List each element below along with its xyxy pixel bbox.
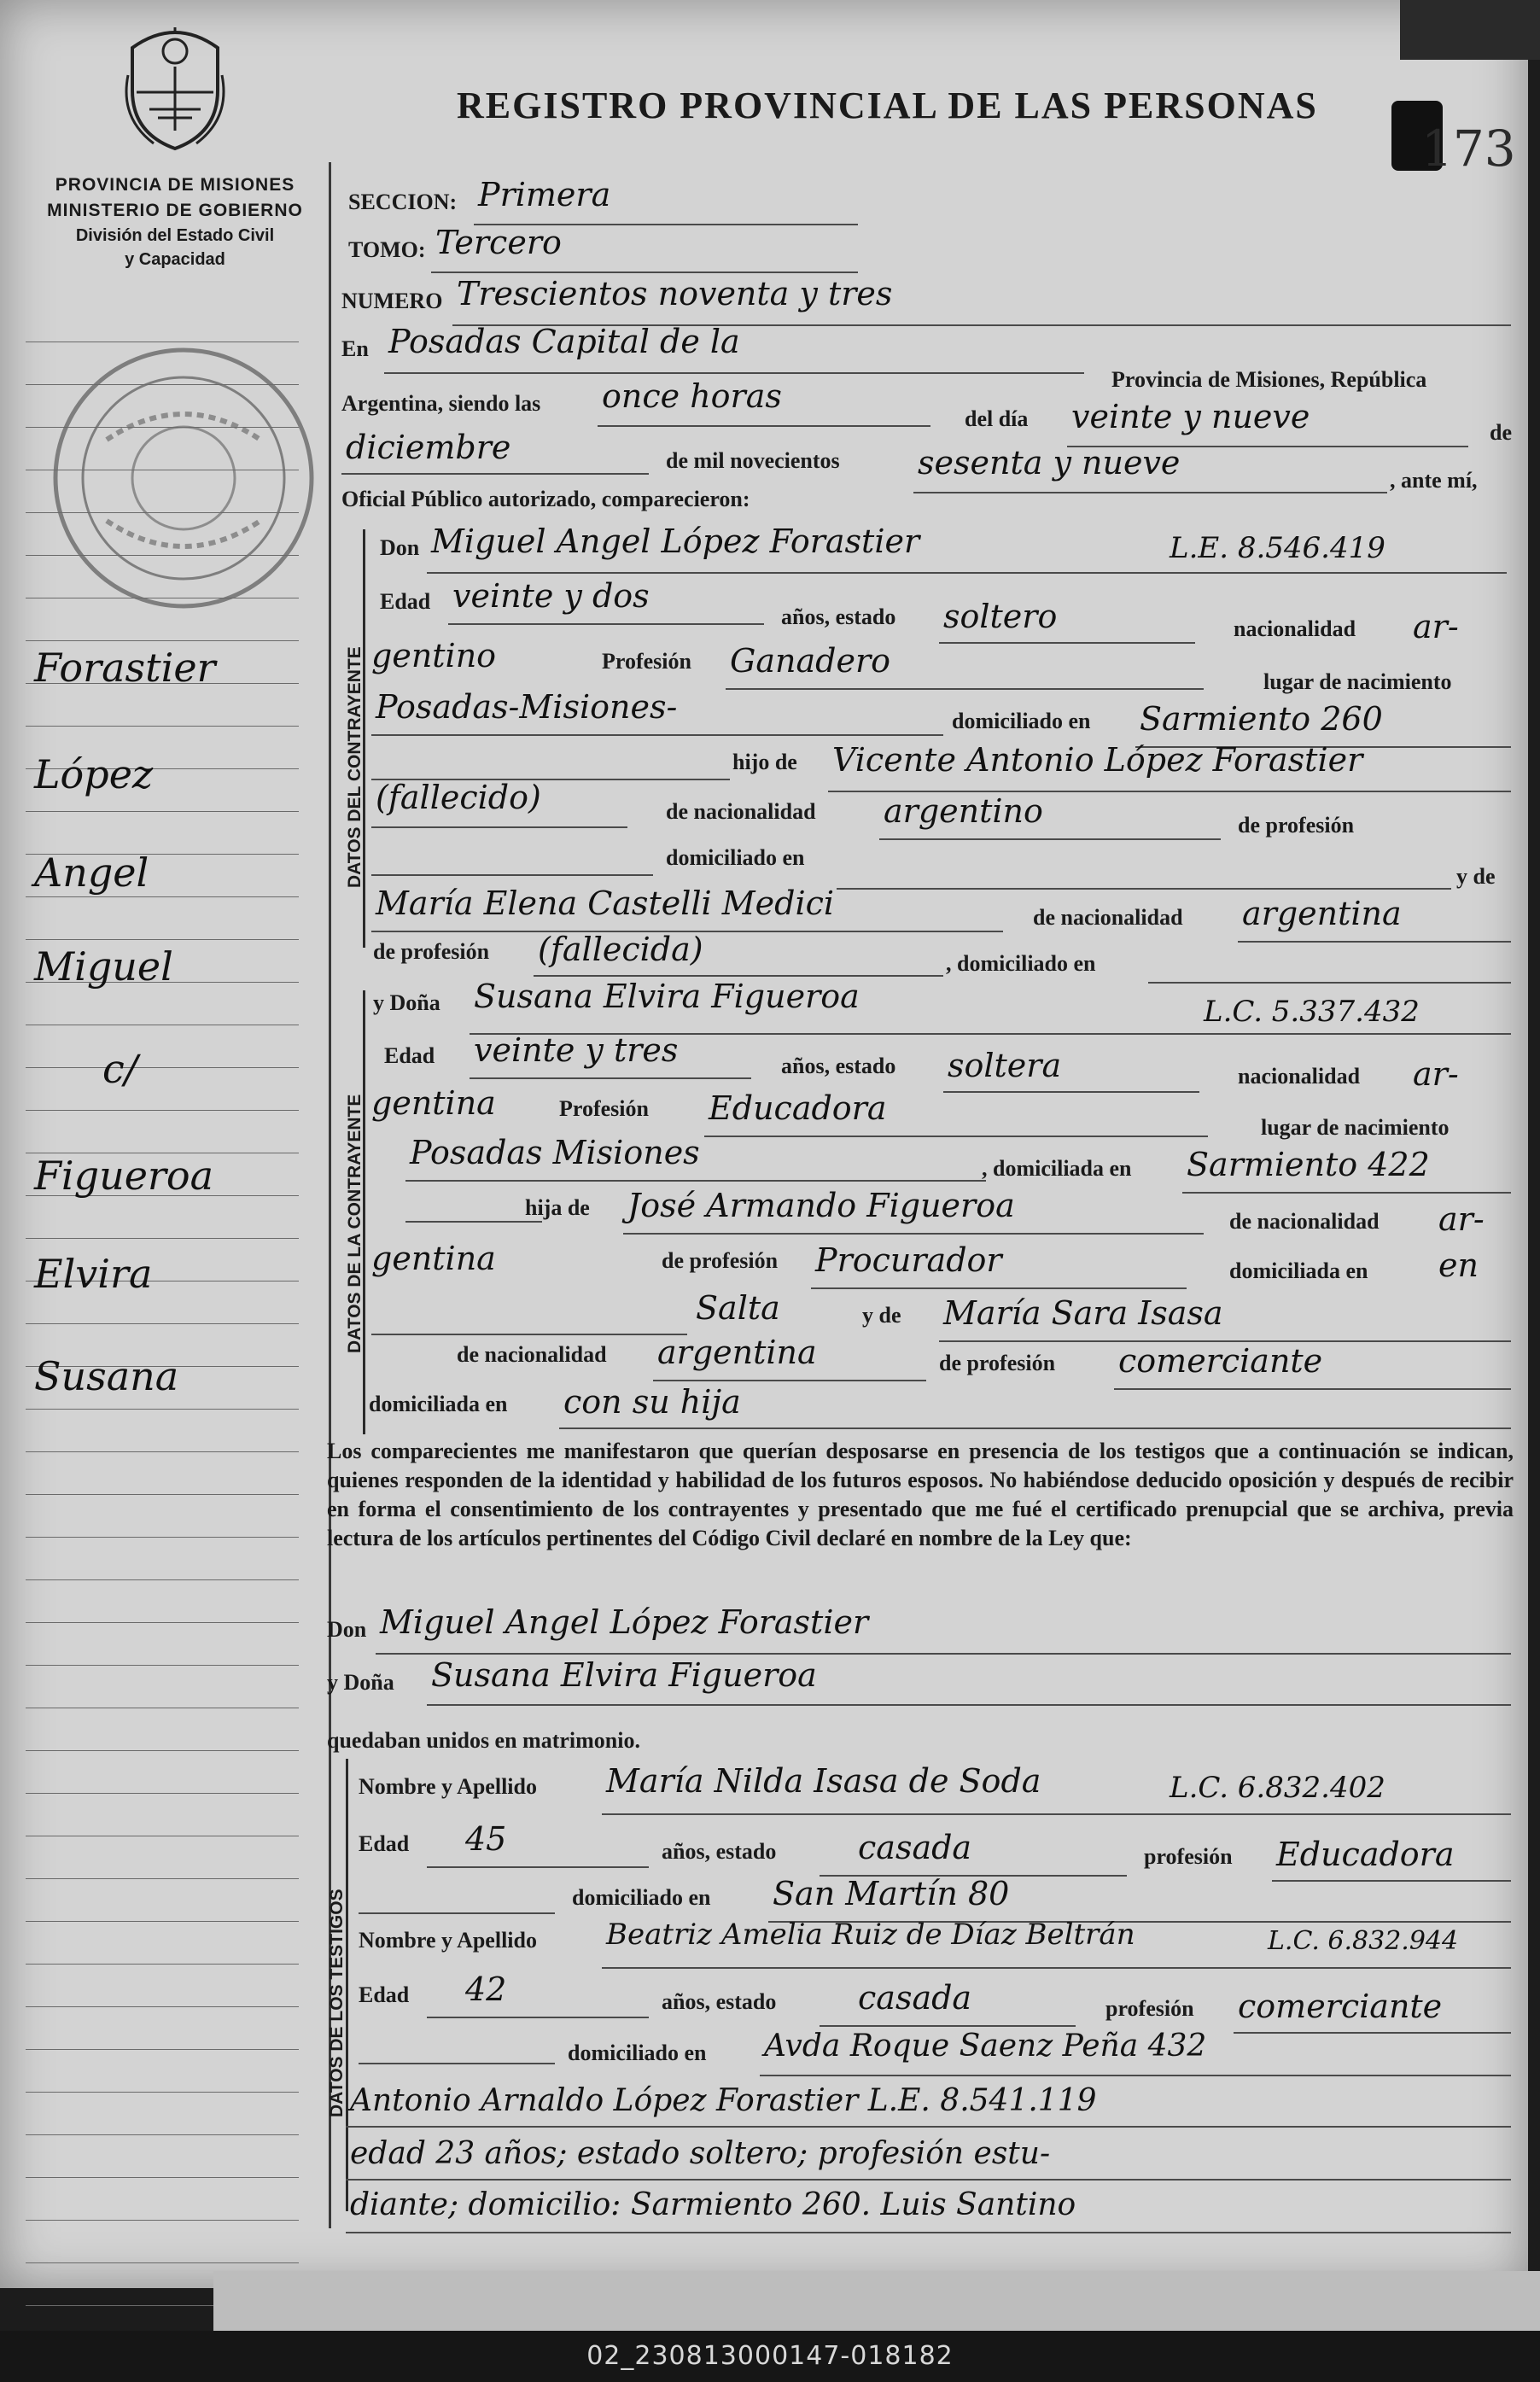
margin-ruled-line xyxy=(26,2177,299,2178)
contrayente-domicilio: Sarmiento 260 xyxy=(1140,700,1383,738)
margin-ruled-line xyxy=(26,2049,299,2050)
margin-ruled-line xyxy=(26,1878,299,1879)
margin-ruled-line xyxy=(26,1409,299,1410)
argentina-label: Argentina, siendo las xyxy=(341,391,541,416)
margin-ruled-line xyxy=(26,1964,299,1965)
margin-ruled-line xyxy=(26,1110,299,1111)
contrayenta-padre-domicilio-1: en xyxy=(1438,1246,1479,1284)
contrayenta-profesion: Educadora xyxy=(709,1089,887,1127)
de-nacionalidad-label: de nacionalidad xyxy=(1033,905,1183,930)
domiciliado-label: domiciliado en xyxy=(952,709,1091,733)
rule xyxy=(1272,1880,1511,1882)
seccion-value: Primera xyxy=(478,176,611,213)
margin-ruled-line xyxy=(26,1921,299,1922)
margin-ruled-line xyxy=(26,2006,299,2007)
rule xyxy=(653,1380,926,1381)
domiciliado-en-label: , domiciliado en xyxy=(946,951,1096,976)
rule xyxy=(346,2126,1511,2128)
margin-ruled-line xyxy=(26,896,299,897)
rule xyxy=(602,1813,1511,1815)
rule xyxy=(405,1221,542,1223)
de-profesion-label: de profesión xyxy=(939,1351,1056,1375)
testigo2-edad: 42 xyxy=(465,1970,507,2008)
testigo1-documento: L.C. 6.832.402 xyxy=(1170,1771,1385,1805)
rule xyxy=(405,1180,986,1182)
contrayenta-padre-domicilio-2: Salta xyxy=(696,1289,780,1327)
rule xyxy=(726,688,1204,690)
margin-ruled-line xyxy=(26,1622,299,1623)
de-nacionalidad-label: de nacionalidad xyxy=(457,1342,607,1367)
contrayenta-nacionalidad-1: ar- xyxy=(1413,1055,1459,1093)
contrayente-lugar: Posadas-Misiones- xyxy=(376,688,678,726)
anios-estado-label: años, estado xyxy=(781,604,896,629)
margin-ruled-line xyxy=(26,1494,299,1495)
rule xyxy=(359,1912,555,1914)
rule xyxy=(559,1427,1511,1429)
lugar-label: lugar de nacimiento xyxy=(1261,1115,1450,1140)
margin-ruled-line xyxy=(26,2262,299,2263)
margin-name-line: Miguel xyxy=(34,943,173,990)
edad-label: Edad xyxy=(359,1982,410,2007)
margin-name-line: Elvira xyxy=(34,1251,153,1297)
margin-ruled-line xyxy=(26,640,299,641)
tomo-value: Tercero xyxy=(435,224,562,261)
rule xyxy=(1182,1192,1511,1194)
rule xyxy=(602,1967,1511,1969)
contrayente-madre: María Elena Castelli Medici xyxy=(376,884,835,922)
contrayente-nacionalidad-1: ar- xyxy=(1413,608,1459,645)
margin-ruled-line xyxy=(26,726,299,727)
contrayente-padre-estado: (fallecido) xyxy=(376,779,541,816)
file-name-label: 02_230813000147-018182 xyxy=(586,2341,954,2371)
domiciliado-label: domiciliado en xyxy=(572,1885,711,1910)
margin-ruled-line xyxy=(26,1451,299,1452)
rule xyxy=(427,1866,649,1868)
rule xyxy=(376,1653,1511,1655)
numero-value: Trescientos noventa y tres xyxy=(457,275,893,312)
seccion-label: SECCION: xyxy=(348,190,458,214)
margin-ruled-line xyxy=(26,1665,299,1666)
lugar-label: lugar de nacimiento xyxy=(1263,669,1452,694)
contrayente-madre-profesion: (fallecida) xyxy=(538,931,703,968)
contrayente-padre: Vicente Antonio López Forastier xyxy=(832,741,1363,779)
rule xyxy=(341,473,649,475)
margin-ruled-line xyxy=(26,1750,299,1751)
rule xyxy=(1114,1388,1511,1390)
nacionalidad-label: nacionalidad xyxy=(1234,616,1356,641)
margin-name-line: c/ xyxy=(102,1046,138,1092)
contrayente-estado: soltero xyxy=(943,598,1058,635)
contrayente-edad: veinte y dos xyxy=(452,577,650,615)
margin-ruled-line xyxy=(26,1238,299,1239)
de-profesion-label: de profesión xyxy=(662,1248,779,1273)
contrayenta-padre-profesion: Procurador xyxy=(815,1241,1002,1279)
contrayenta-documento: L.C. 5.337.432 xyxy=(1204,995,1420,1029)
declaration-paragraph: Los comparecientes me manifestaron que querían desposarse en presencia de los testigos que a continuación se indican, quienes responden de la identidad y habilidad de los futuros esposos. No habiéndose deducido oposición y después de recibir en forma el consentimiento de los contrayentes y presentado que me fué el certificado prenupcial que se archiva, previa lectura de los artículos pertinentes del Código Civil declaré en nombre de la Ley que: xyxy=(327,1439,1514,1550)
oficial-label: Oficial Público autorizado, comparecieron: xyxy=(341,487,750,511)
rule xyxy=(448,623,764,625)
testigo2-estado: casada xyxy=(858,1979,972,2017)
official-seal-stamp-icon xyxy=(43,337,324,619)
domiciliado-en-label: domiciliado en xyxy=(666,845,805,870)
testigos-section-label: DATOS DE LOS TESTIGOS xyxy=(327,1889,347,2117)
office-division: División del Estado Civil xyxy=(75,226,275,245)
rule xyxy=(913,492,1387,493)
profesion-label: profesión xyxy=(1144,1844,1233,1869)
contrayenta-estado: soltera xyxy=(948,1047,1062,1084)
rule xyxy=(1234,2032,1511,2034)
annotation-line: diante; domicilio: Sarmiento 260. Luis Santino xyxy=(350,2187,1076,2222)
office-province: PROVINCIA DE MISIONES xyxy=(55,175,295,195)
de-nacionalidad-label: de nacionalidad xyxy=(1229,1209,1380,1234)
domiciliado-label: domiciliado en xyxy=(568,2040,707,2065)
rule xyxy=(346,2232,1511,2233)
margin-ruled-line xyxy=(26,1793,299,1794)
contrayenta-domicilio: Sarmiento 422 xyxy=(1187,1146,1430,1183)
contrayenta-section-label: DATOS DE LA CONTRAYENTE xyxy=(345,1094,365,1353)
corner-shadow xyxy=(1400,0,1540,60)
unidos-label: quedaban unidos en matrimonio. xyxy=(327,1728,640,1753)
rule xyxy=(939,642,1195,644)
rule xyxy=(879,838,1221,840)
rule xyxy=(811,1287,1187,1289)
contrayente-nacionalidad-2: gentino xyxy=(371,637,497,674)
contrayente-profesion: Ganadero xyxy=(730,642,890,680)
rule xyxy=(534,975,943,977)
testigo1-nombre: María Nilda Isasa de Soda xyxy=(606,1762,1041,1800)
contrayenta-padre-nacionalidad-2: gentina xyxy=(371,1240,496,1277)
contrayenta-madre-nacionalidad: argentina xyxy=(657,1334,817,1371)
testigo2-nombre: Beatriz Amelia Ruiz de Díaz Beltrán xyxy=(606,1918,1135,1952)
anios-estado-label: años, estado xyxy=(781,1054,896,1078)
testigo1-profesion: Educadora xyxy=(1276,1836,1455,1873)
contrayente-section-label: DATOS DEL CONTRAYENTE xyxy=(345,646,365,888)
testigo2-documento: L.C. 6.832.944 xyxy=(1268,1926,1459,1956)
nacionalidad-label: nacionalidad xyxy=(1238,1064,1361,1089)
mil-label: de mil novecientos xyxy=(666,448,840,473)
hora-value: once horas xyxy=(602,377,782,415)
testigo1-domicilio: San Martín 80 xyxy=(773,1875,1010,1912)
margin-ruled-line xyxy=(26,1067,299,1068)
anios-estado-label: años, estado xyxy=(662,1989,777,2014)
rule xyxy=(837,888,1451,890)
nombre-apellido-label: Nombre y Apellido xyxy=(359,1928,537,1953)
numero-label: NUMERO xyxy=(341,289,443,313)
y-de-label: y de xyxy=(862,1303,901,1328)
rule xyxy=(384,372,1084,374)
office-header xyxy=(17,172,333,271)
domiciliada-en-label: domiciliada en xyxy=(1229,1258,1368,1283)
tomo-label: TOMO: xyxy=(348,237,426,262)
contrayenta-nacionalidad-2: gentina xyxy=(371,1084,496,1122)
margin-ruled-line xyxy=(26,555,299,556)
dia-label: del día xyxy=(965,406,1029,431)
margin-name-line: López xyxy=(34,751,154,797)
declaracion-dona-value: Susana Elvira Figueroa xyxy=(431,1656,817,1694)
anio-value: sesenta y nueve xyxy=(918,444,1181,482)
contrayenta-madre-domicilio: con su hija xyxy=(563,1383,741,1421)
edad-label: Edad xyxy=(384,1043,435,1068)
rule xyxy=(427,2017,649,2018)
de-profesion-label: de profesión xyxy=(373,939,490,964)
rule xyxy=(427,1704,1511,1706)
contrayente-documento: L.E. 8.546.419 xyxy=(1170,531,1385,565)
rule xyxy=(704,1136,1208,1137)
testigo1-estado: casada xyxy=(858,1829,972,1866)
testigo1-edad: 45 xyxy=(465,1820,507,1858)
margin-ruled-line xyxy=(26,427,299,428)
annotation-line: Antonio Arnaldo López Forastier L.E. 8.541.119 xyxy=(350,2083,1097,2118)
declaracion-don-value: Miguel Angel López Forastier xyxy=(380,1603,869,1641)
nombre-apellido-label: Nombre y Apellido xyxy=(359,1774,537,1799)
margin-ruled-line xyxy=(26,2134,299,2135)
rule xyxy=(598,425,930,427)
contrayenta-nombre: Susana Elvira Figueroa xyxy=(474,978,860,1015)
scan-bottom-edge xyxy=(213,2271,1540,2339)
contrayenta-padre-nacionalidad-1: ar- xyxy=(1438,1200,1485,1238)
rule xyxy=(371,1334,687,1335)
testigo2-profesion: comerciante xyxy=(1238,1988,1443,2025)
profesion-label: profesión xyxy=(1105,1996,1194,2021)
y-de-label: y de xyxy=(1456,864,1496,889)
profesion-label: Profesión xyxy=(559,1096,649,1121)
de-label: de xyxy=(1490,420,1512,445)
de-profesion-label: de profesión xyxy=(1238,813,1355,838)
margin-ruled-line xyxy=(26,811,299,812)
contrayente-padre-nacionalidad: argentino xyxy=(884,792,1043,830)
dona-label: y Doña xyxy=(327,1670,394,1695)
contrayente-nombre: Miguel Angel López Forastier xyxy=(431,523,920,560)
document-title: REGISTRO PROVINCIAL DE LAS PERSONAS xyxy=(457,85,1318,126)
profesion-label: Profesión xyxy=(602,649,691,674)
annotation-line: edad 23 años; estado soltero; profesión estu- xyxy=(350,2136,1051,2171)
margin-ruled-line xyxy=(26,512,299,513)
margin-name-line: Forastier xyxy=(34,645,216,691)
edad-label: Edad xyxy=(380,589,431,614)
provincia-label: Provincia de Misiones, República xyxy=(1111,367,1427,392)
edad-label: Edad xyxy=(359,1831,410,1856)
office-ministry: MINISTERIO DE GOBIERNO xyxy=(47,201,303,220)
mes-value: diciembre xyxy=(346,429,511,466)
dia-value: veinte y nueve xyxy=(1071,398,1310,435)
don-label: Don xyxy=(327,1617,367,1642)
margin-ruled-line xyxy=(26,1537,299,1538)
margin-ruled-line xyxy=(26,384,299,385)
office-capacity: y Capacidad xyxy=(125,250,225,269)
margin-ruled-line xyxy=(26,939,299,940)
domiciliada-label: , domiciliada en xyxy=(982,1156,1132,1181)
rule xyxy=(427,572,1507,574)
ante-label: , ante mí, xyxy=(1390,468,1478,493)
contrayenta-padre: José Armando Figueroa xyxy=(627,1187,1015,1224)
margin-ruled-line xyxy=(26,2220,299,2221)
rule xyxy=(371,734,943,736)
margin-ruled-line xyxy=(26,2092,299,2093)
contrayenta-madre: María Sara Isasa xyxy=(943,1294,1223,1332)
contrayenta-madre-profesion: comerciante xyxy=(1118,1342,1323,1380)
rule xyxy=(760,2075,1511,2076)
don-label: Don xyxy=(380,535,420,560)
margin-name-line: Angel xyxy=(34,849,149,896)
rule xyxy=(820,2025,1076,2027)
rule xyxy=(359,2063,555,2064)
rule xyxy=(346,2179,1511,2181)
domiciliada-en-label: domiciliada en xyxy=(369,1392,508,1416)
contrayenta-lugar: Posadas Misiones xyxy=(410,1134,700,1171)
en-label: En xyxy=(341,336,369,361)
margin-ruled-line xyxy=(26,1579,299,1580)
margin-name-line: Figueroa xyxy=(34,1153,214,1199)
rule xyxy=(623,1233,1204,1235)
rule xyxy=(1238,941,1511,943)
rule xyxy=(371,826,627,828)
testigo2-domicilio: Avda Roque Saenz Peña 432 xyxy=(764,2029,1207,2064)
place-value: Posadas Capital de la xyxy=(388,323,740,360)
rule xyxy=(943,1091,1199,1093)
dona-label: y Doña xyxy=(373,990,440,1015)
page-number: 173 xyxy=(1421,120,1516,178)
rule xyxy=(1148,982,1511,984)
rule xyxy=(470,1077,751,1079)
margin-ruled-line xyxy=(26,1323,299,1324)
contrayenta-edad: veinte y tres xyxy=(474,1031,679,1069)
argentina-coat-of-arms-icon xyxy=(120,24,230,152)
rule xyxy=(371,874,653,876)
contrayente-madre-nacionalidad: argentina xyxy=(1242,895,1402,932)
de-nacionalidad-label: de nacionalidad xyxy=(666,799,816,824)
hijo-label: hijo de xyxy=(732,750,797,774)
hija-label: hija de xyxy=(525,1195,590,1220)
anios-estado-label: años, estado xyxy=(662,1839,777,1864)
rule xyxy=(431,271,858,273)
margin-name-line: Susana xyxy=(34,1353,179,1399)
